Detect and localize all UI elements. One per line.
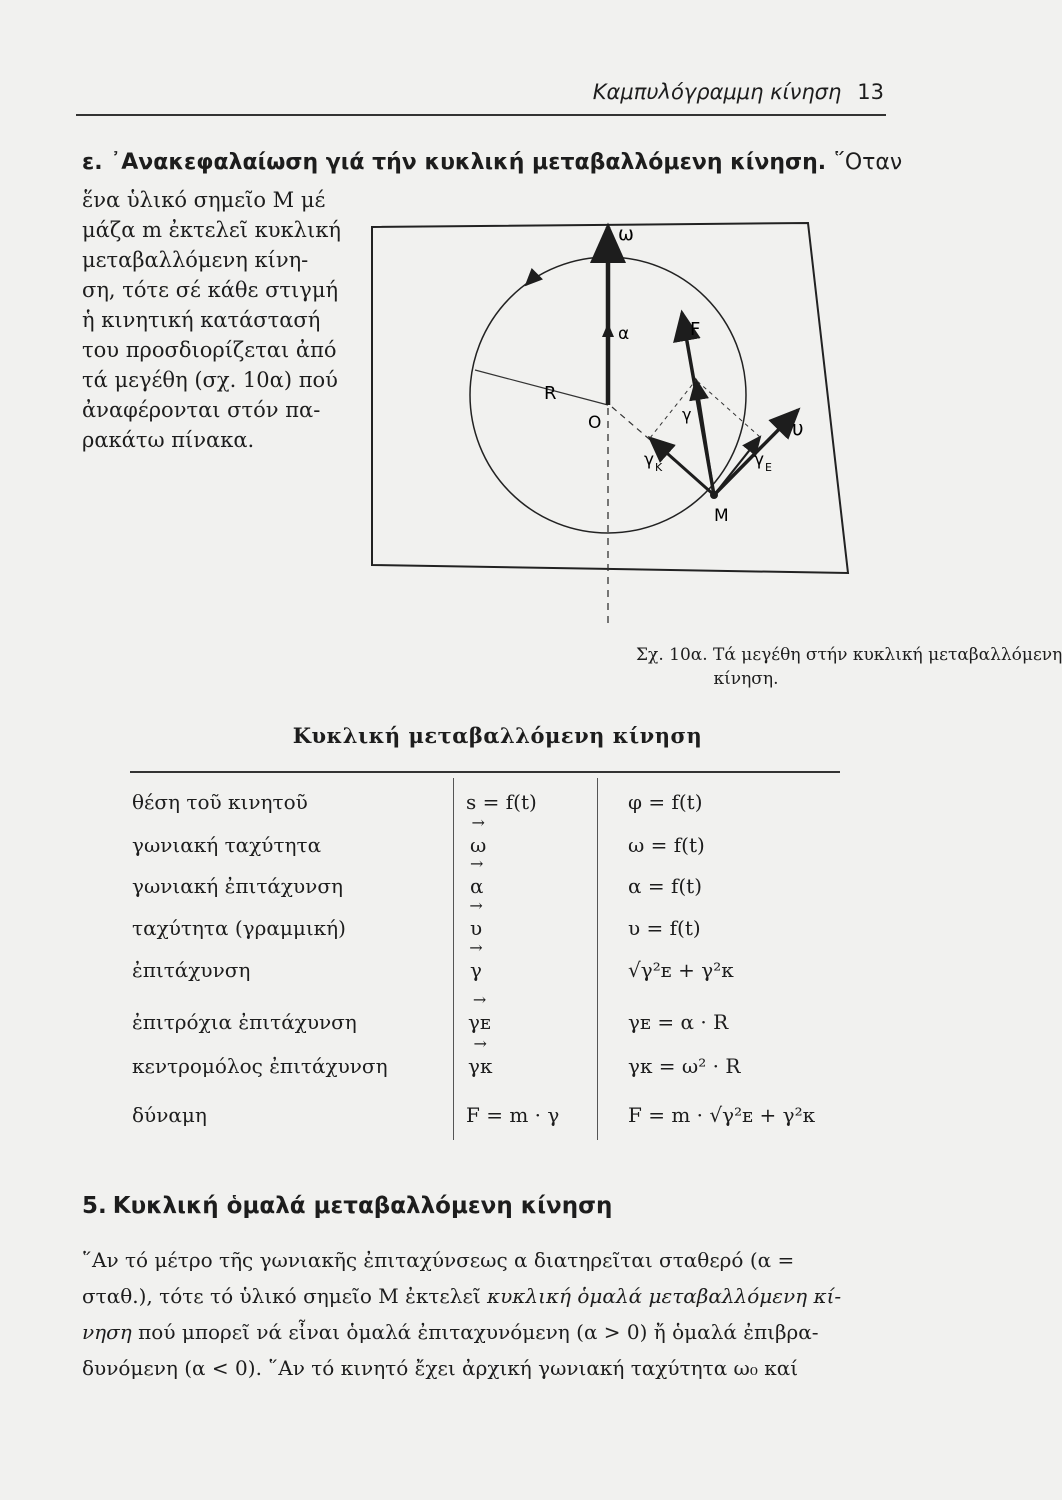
caption-line-1: Σχ. 10α. Τά μεγέθη στήν κυκλική μεταβαλλόμενη [636, 645, 1062, 665]
label-alpha: α [618, 324, 630, 344]
section-e-title: ε. ᾿Ανακεφαλαίωση γιά τήν κυκλική μεταβαλλόμενη κίνηση. [82, 150, 827, 175]
caption-line-2: κίνηση. [713, 669, 779, 689]
row-symbol: → γ [470, 958, 482, 982]
row-expression: √γ²ᴇ + γ²ᴋ [628, 958, 734, 982]
text-line: μεταβαλλόμενη κίνη- [82, 248, 309, 272]
running-header [0, 80, 884, 104]
table-title: Κυκλική μεταβαλλόμενη κίνηση [292, 723, 703, 748]
row-expression: φ = f(t) [628, 790, 703, 814]
section-e-heading [82, 150, 902, 175]
row-symbol: → γᴋ [468, 1054, 492, 1078]
section-5-heading [82, 1193, 612, 1219]
label-gamma: γ [682, 405, 692, 424]
row-expression: ω = f(t) [628, 833, 705, 857]
page-number: 13 [857, 80, 884, 104]
text-line: ἀναφέρονται στόν πα- [82, 398, 321, 422]
paragraph-line: ῞Αν τό μέτρο τῆς γωνιακῆς ἐπιταχύνσεως α διατηρεῖται σταθερό (α = [82, 1248, 795, 1272]
label-sub-k: K [655, 461, 663, 474]
section-e-text [82, 185, 352, 455]
italic-term: κυκλική ὁμαλά μεταβαλλόμενη κί- [487, 1284, 842, 1308]
header-title: Καμπυλόγραμμη κίνηση [592, 80, 842, 104]
paragraph-text: πού μπορεῖ νά εἶναι ὁμαλά ἐπιταχυνόμενη (α > 0) ἤ ὁμαλά ἐπιβρα- [138, 1320, 819, 1344]
figure-10a [340, 205, 860, 645]
row-symbol: → ω [470, 833, 486, 857]
row-expression: α = f(t) [628, 874, 703, 898]
paragraph-line [82, 1314, 894, 1350]
row-symbol: → υ [470, 916, 482, 940]
label-point-m: M [714, 506, 729, 526]
row-symbol: F = m · γ [466, 1103, 560, 1127]
row-quantity: ἐπιτάχυνση [132, 958, 251, 982]
header-rule [76, 114, 886, 116]
label-origin: O [588, 413, 602, 433]
table-row [130, 916, 840, 952]
row-quantity: γωνιακή ἐπιτάχυνση [132, 874, 343, 898]
row-quantity: κεντρομόλος ἐπιτάχυνση [132, 1054, 388, 1078]
text-line: ση, τότε σέ κάθε στιγμή [82, 278, 339, 302]
row-expression: υ = f(t) [628, 916, 701, 940]
label-force: F [690, 319, 701, 340]
section-5-number: 5. [82, 1193, 107, 1219]
paragraph-line [82, 1278, 894, 1314]
row-expression: γᴇ = α · R [628, 1010, 729, 1034]
motion-direction-arrow [526, 275, 536, 285]
section-e-title-tail: ῞Οταν [833, 150, 903, 175]
label-omega: ω [618, 223, 634, 245]
table-row [130, 1103, 840, 1139]
text-line: ἕνα ὑλικό σημεῖο Μ μέ [82, 188, 326, 212]
row-symbol: → γᴇ [468, 1010, 491, 1034]
alpha-arrowhead [602, 323, 614, 337]
text-line: μάζα m ἐκτελεῖ κυκλική [82, 218, 341, 242]
figure-caption [636, 643, 1062, 691]
row-expression: F = m · √γ²ᴇ + γ²ᴋ [628, 1103, 816, 1127]
gamma-vector [696, 380, 714, 495]
text-line: ἡ κινητική κατάστασή [82, 308, 321, 332]
point-m [710, 491, 718, 499]
text-line: ρακάτω πίνακα. [82, 428, 255, 452]
text-line: τά μεγέθη (σχ. 10α) πού [82, 368, 338, 392]
parallelogram-side [696, 380, 760, 437]
row-symbol: → α [470, 874, 484, 898]
radius-line [475, 370, 608, 405]
section-5-paragraph [82, 1242, 894, 1386]
row-quantity: δύναμη [132, 1103, 207, 1127]
row-quantity: θέση τοῦ κινητοῦ [132, 790, 308, 814]
table-row [130, 958, 840, 994]
row-symbol: s = f(t) [466, 790, 537, 814]
text-line: του προσδιορίζεται ἀπό [82, 338, 337, 362]
label-velocity: υ [792, 416, 804, 440]
paragraph-text: σταθ.), τότε τό ὑλικό σημεῖο Μ ἐκτελεῖ [82, 1284, 481, 1308]
table-row [130, 1054, 840, 1090]
table-row [130, 874, 840, 910]
label-radius: R [544, 383, 557, 404]
label-gamma-k: γ [644, 450, 655, 470]
row-expression: γᴋ = ω² · R [628, 1054, 741, 1078]
table-row [130, 790, 840, 826]
table-row [130, 833, 840, 869]
section-5-title: Κυκλική ὁμαλά μεταβαλλόμενη κίνηση [112, 1193, 613, 1219]
row-quantity: γωνιακή ταχύτητα [132, 833, 322, 857]
italic-term: νηση [82, 1320, 132, 1344]
row-quantity: ἐπιτρόχια ἐπιτάχυνση [132, 1010, 357, 1034]
paragraph-line: δυνόμενη (α < 0). ῞Αν τό κινητό ἔχει ἀρχική γωνιακή ταχύτητα ω₀ καί [82, 1356, 799, 1380]
row-quantity: ταχύτητα (γραμμική) [132, 916, 346, 940]
label-sub-e: E [765, 461, 772, 474]
table-top-rule [130, 771, 840, 773]
label-gamma-e: γ [754, 450, 765, 470]
